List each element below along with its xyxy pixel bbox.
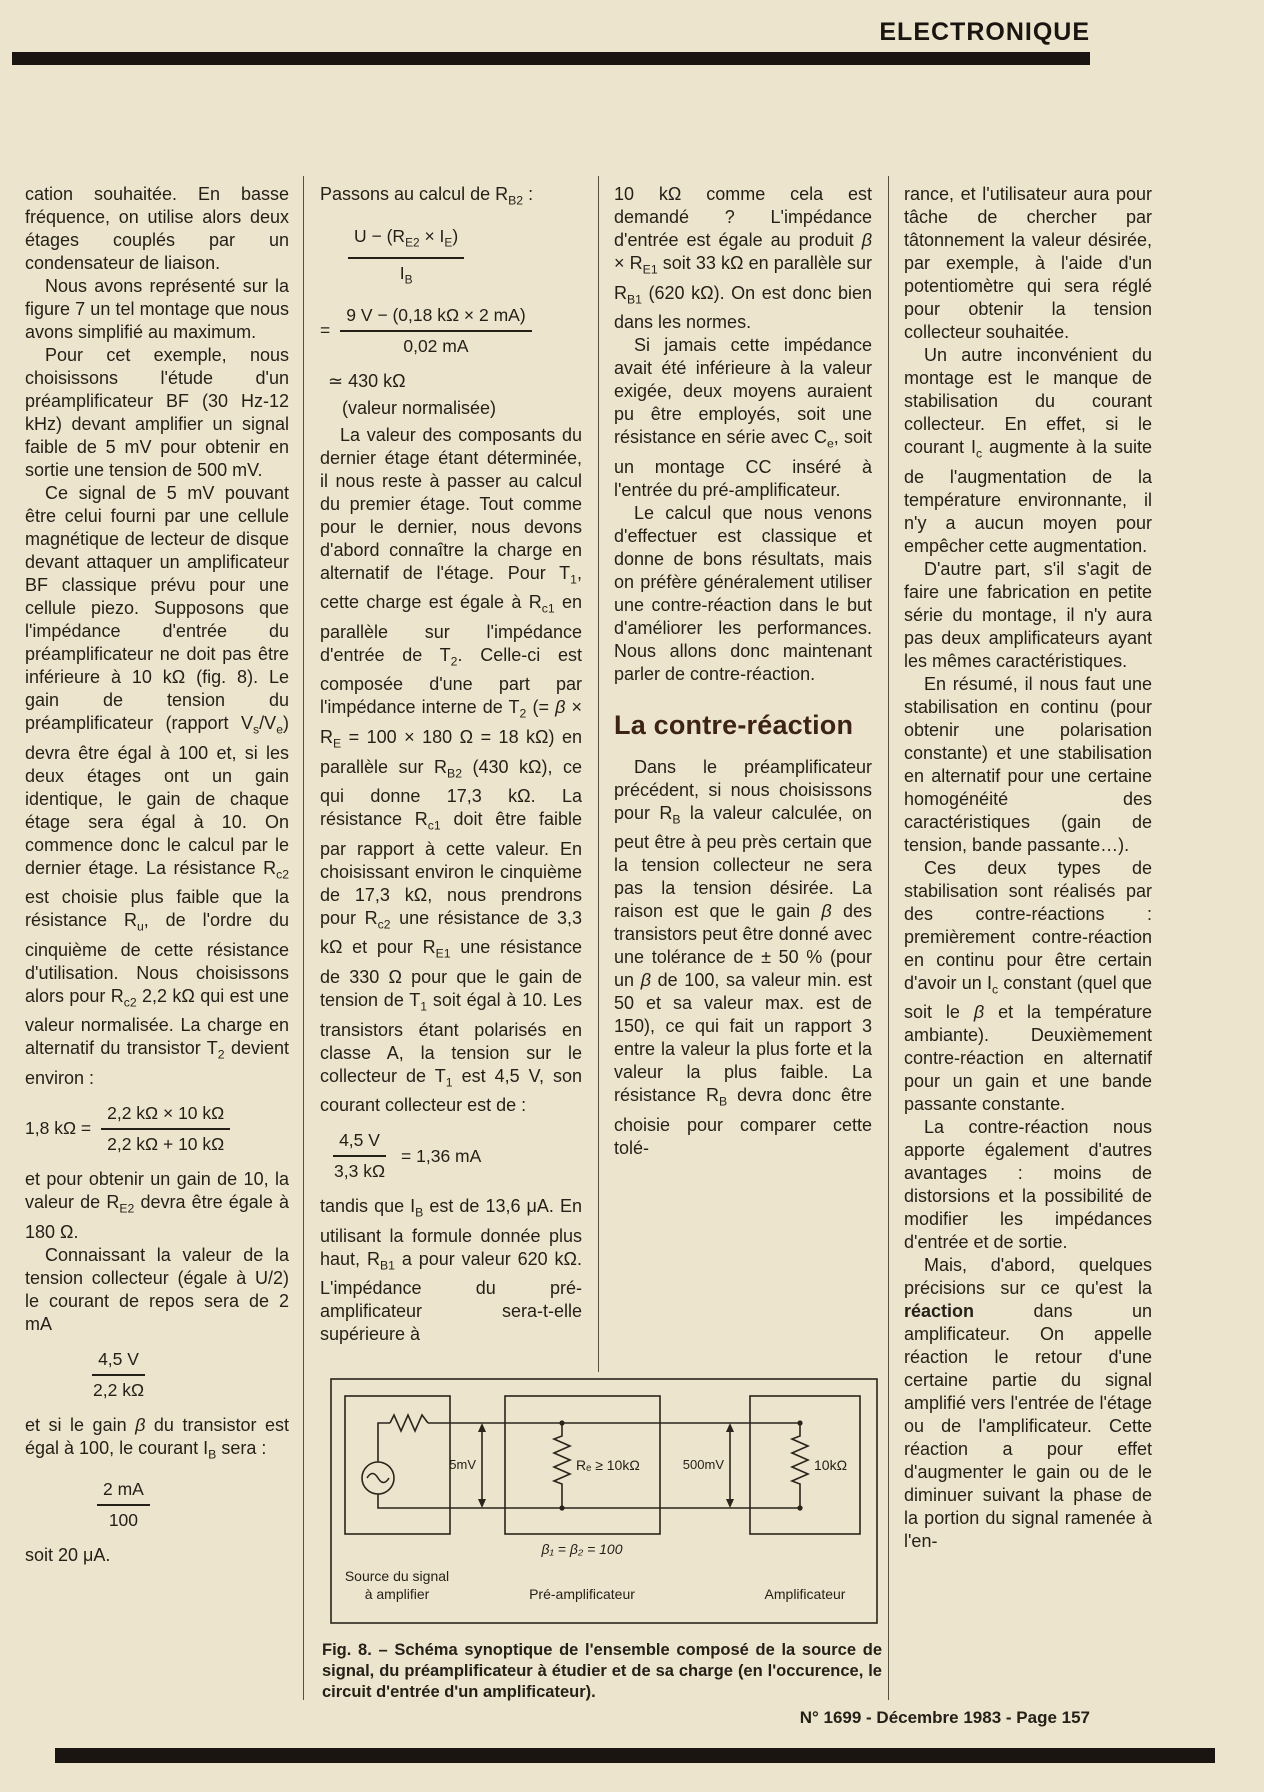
- vout-label: 500mV: [682, 1457, 724, 1472]
- paragraph: et si le gain β du transistor est égal à 100, le courant $I_B$ sera :: [25, 1414, 289, 1462]
- column-divider-3: [888, 176, 889, 1700]
- arrowhead: [478, 1499, 486, 1508]
- paragraph: et pour obtenir un gain de 10, la valeur de $R_{E2}$ devra être égale à 180 Ω.: [25, 1168, 289, 1242]
- formula: [87, 1348, 289, 1402]
- formula: [97, 1478, 289, 1532]
- paragraph: Passons au calcul de $R_{B2}$ :: [320, 184, 534, 208]
- sine-icon: [367, 1474, 389, 1483]
- paragraph: Mais, d'abord, quelques précisions sur ce qu'est la réaction dans un amplificateur. On appelle réaction le retour d'une certaine partie du signal amplifié vers l'entrée de l'étage ou de l'amplificateur. Cette réaction a pour effet d'augmenter le gain ou de le diminuer suivant la phase de la portion du signal ramenée à l'en-: [904, 1255, 1152, 1552]
- fraction-denominator: 3,3 kΩ: [334, 1161, 386, 1182]
- formula-rhs: = 1,36 mA: [401, 1145, 482, 1166]
- fraction: [328, 1129, 391, 1183]
- paragraph: 10 kΩ comme cela est demandé ? L'impédance d'entrée est égale au produit $\beta \times R_{E1}$ soit 33 kΩ en parallèle sur $R_{B1}$ (620 kΩ). On est donc bien dans les normes.: [614, 184, 872, 333]
- paragraph: En résumé, il nous faut une stabilisation en continu (pour obtenir une polarisation constante) et une stabilisation en alternatif pour une certaine homogénéité des caractéristiques (gain de tension, bande passante…).: [904, 673, 1152, 855]
- fraction-denominator: 2,2 kΩ: [93, 1379, 145, 1400]
- formula: [25, 1102, 289, 1156]
- text-column-4: [904, 183, 1152, 1703]
- formula: [320, 304, 582, 358]
- paragraph: Un autre inconvénient du montage est le manque de stabilisation du courant collecteur. En effet, si le courant $I_c$ augmente à la suite de l'augmentation de la température environnante, il n'y a aucun moyen pour empêcher cette augmentation.: [904, 345, 1152, 556]
- fraction-numerator: 2 mA: [97, 1478, 150, 1506]
- fraction-numerator: $U - (R_{E2} \times I_E)$: [348, 225, 464, 260]
- junction-dot: [797, 1505, 802, 1510]
- column-divider-1: [303, 176, 304, 1700]
- page-title: ELECTRONIQUE: [879, 18, 1090, 46]
- fraction-denominator: $I_B$: [399, 263, 413, 287]
- fraction-numerator: 4,5 V: [92, 1348, 145, 1376]
- column-divider-2: [598, 176, 599, 1372]
- paragraph: La valeur des composants du dernier étage étant déterminée, il nous reste à passer au calcul du premier étage. Tout comme pour le dernier, nous devons d'abord connaître la charge en alternatif de l'étage. Pour $T_1$, cette charge est égale à $R_{c1}$ en parallèle sur l'impédance d'entrée de $T_2$. Celle-ci est composée d'une part par l'impédance interne de $T_2$ (= $\beta \times R_E = 100 \times 180$ Ω = 18 kΩ) en parallèle sur $R_{B2}$ (430 kΩ), ce qui donne 17,3 kΩ. La résistance $R_{c1}$ doit être faible par rapport à cette valeur. En choisissant environ le cinquième de 17,3 kΩ, nous prendrons pour $R_{c2}$ une résistance de 3,3 kΩ et pour $R_{E1}$ une résistance de 330 Ω pour que le gain de tension de $T_1$ soit égal à 10. Les transistors étant polarisés en classe A, la tension sur le collecteur de $T_1$ est 4,5 V, son courant collecteur est de :: [320, 424, 582, 1116]
- fraction: [101, 1102, 230, 1156]
- source-label-line2: à amplifier: [364, 1586, 430, 1602]
- paragraph: Si jamais cette impédance avait été inférieure à la valeur exigée, deux moyens auraient pu être employés, soit une résistance en série avec $C_e$, soit un montage CC inséré à l'entrée du pré-amplificateur.: [614, 335, 872, 500]
- schematic-svg: [330, 1378, 878, 1624]
- paragraph: Connaissant la valeur de la tension collecteur (égale à U/2) le courant de repos sera de 2 mA: [25, 1244, 289, 1334]
- re-resistor-icon: [554, 1423, 570, 1508]
- source-label-line1: Source du signal: [344, 1568, 450, 1584]
- paragraph: Ce signal de 5 mV pouvant être celui fourni par une cellule magnétique de lecteur de disque devant attaquer un amplificateur BF classique prévu pour une cellule piezo. Supposons que l'impédance d'entrée du préamplificateur ne doit pas être inférieure à 10 kΩ (fig. 8). Le gain de tension du préamplificateur (rapport $V_s/V_e$) devra être égal à 100 et, si les deux étages ont un gain identique, le gain de chaque étage sera égal à 10. On commence donc le calcul par le dernier étage. La résistance $R_{c2}$ est choisie plus faible que la résistance $R_u$, de l'ordre du cinquième de cette résistance d'utilisation. Nous choisissons alors pour $R_{c2}$ 2,2 kΩ qui est une valeur normalisée. La charge en alternatif du transistor $T_2$ devient environ :: [25, 483, 289, 1088]
- amp-label: Amplificateur: [764, 1586, 846, 1602]
- text-column-3: [614, 183, 872, 1375]
- fraction: [87, 1348, 150, 1402]
- fraction: [97, 1478, 150, 1532]
- footer-rule: [55, 1748, 1215, 1763]
- arrowhead: [726, 1423, 734, 1432]
- vin-label: 5mV: [449, 1457, 476, 1472]
- fraction-denominator: 0,02 mA: [403, 335, 469, 356]
- formula-lhs: =: [320, 320, 331, 341]
- figure-8-schematic: [330, 1378, 878, 1624]
- formula: [328, 1129, 582, 1183]
- paragraph: Dans le préamplificateur précédent, si nous choisissons pour $R_B$ la valeur calculée, on peut être à peu près certain que la tension collecteur ne sera pas la tension désirée. La raison est que le gain β des transistors peut être donné avec une tolérance de ± 50 % (pour un β de 100, sa valeur min. est 50 et sa valeur max. est de 150), ce qui fait un rapport 3 entre la valeur la plus forte et la valeur la plus faible. La résistance $R_B$ devra donc être choisie pour comparer cette tolé-: [614, 756, 872, 1158]
- re-label: Rₑ ≥ 10kΩ: [576, 1457, 640, 1473]
- fraction: [340, 304, 531, 358]
- beta-label: β₁ = β₂ = 100: [541, 1541, 623, 1557]
- paragraph: Pour cet exemple, nous choisissons l'étude d'un préamplificateur BF (30 Hz-12 kHz) devant amplifier un signal faible de 5 mV pour obtenir en sortie une tension de 500 mV.: [25, 345, 289, 480]
- arrowhead: [726, 1499, 734, 1508]
- formula: [348, 225, 582, 292]
- figure-caption: Fig. 8. – Schéma synoptique de l'ensemble composé de la source de signal, du préamplificateur à étudier et de sa charge (en l'occurence, le circuit d'entrée d'un amplificateur).: [322, 1641, 882, 1701]
- paragraph: tandis que $I_B$ est de 13,6 μA. En utilisant la formule donnée plus haut, $R_{B1}$ a pour valeur 620 kΩ. L'impédance du pré-amplificateur sera-t-elle supérieure à: [320, 1196, 582, 1345]
- paragraph: soit 20 μA.: [25, 1545, 111, 1566]
- paragraph: Le calcul que nous venons d'effectuer est classique et donne de bons résultats, mais on préfère généralement utiliser une contre-réaction dans le but d'améliorer les performances. Nous allons donc maintenant parler de contre-réaction.: [614, 502, 872, 684]
- fraction: [348, 225, 464, 292]
- junction-dot: [559, 1505, 564, 1510]
- preamp-label: Pré-amplificateur: [529, 1586, 635, 1602]
- page-footer: N° 1699 - Décembre 1983 - Page 157: [799, 1708, 1090, 1727]
- paragraph: Nous avons représenté sur la figure 7 un tel montage que nous avons simplifié au maximum.: [25, 276, 289, 342]
- fraction-denominator: 2,2 kΩ + 10 kΩ: [107, 1133, 225, 1154]
- formula-lhs: 1,8 kΩ =: [25, 1118, 92, 1139]
- fraction-numerator: 2,2 kΩ × 10 kΩ: [101, 1102, 230, 1130]
- paragraph: D'autre part, s'il s'agit de faire une fabrication en petite série du montage, il n'y aura pas deux amplificateurs ayant les mêmes caractéristiques.: [904, 558, 1152, 671]
- fraction-denominator: 100: [108, 1510, 139, 1531]
- junction-dot: [797, 1420, 802, 1425]
- source-box: [345, 1396, 450, 1534]
- junction-dot: [559, 1420, 564, 1425]
- paragraph: La contre-réaction nous apporte également d'autres avantages : moins de distorsions et la possibilité de modifier les impédances d'entrée et de sortie.: [904, 1117, 1152, 1253]
- fraction-numerator: 4,5 V: [333, 1129, 386, 1157]
- formula-line: ≃ 430 kΩ: [328, 370, 406, 391]
- formula-line: (valeur normalisée): [342, 397, 497, 418]
- arrowhead: [478, 1423, 486, 1432]
- wire: [378, 1423, 390, 1462]
- wire-bottom: [378, 1494, 800, 1508]
- paragraph: cation souhaitée. En basse fréquence, on utilise alors deux étages couplés par un condensateur de liaison.: [25, 184, 289, 273]
- paragraph: Ces deux types de stabilisation sont réalisés par des contre-réactions : premièrement contre-réaction en continu pour être certain d'avoir un $I_c$ constant (quel que soit le β et la température ambiante). Deuxièmement contre-réaction en alternatif pour un gain et une bande passante constante.: [904, 857, 1152, 1115]
- header-rule: [12, 52, 1090, 65]
- load-resistor-icon: [792, 1423, 808, 1508]
- text-column-1: [25, 183, 289, 1703]
- series-resistor-icon: [390, 1415, 428, 1431]
- text-column-2: [320, 183, 582, 1375]
- section-heading: La contre-réaction: [614, 709, 854, 740]
- paragraph: rance, et l'utilisateur aura pour tâche de chercher par tâtonnement la valeur désirée, par exemple, à l'aide d'un potentiomètre qui sera réglé pour obtenir la tension collecteur souhaitée.: [904, 184, 1152, 342]
- fraction-numerator: 9 V − (0,18 kΩ × 2 mA): [340, 304, 531, 332]
- load-label: 10kΩ: [814, 1457, 848, 1473]
